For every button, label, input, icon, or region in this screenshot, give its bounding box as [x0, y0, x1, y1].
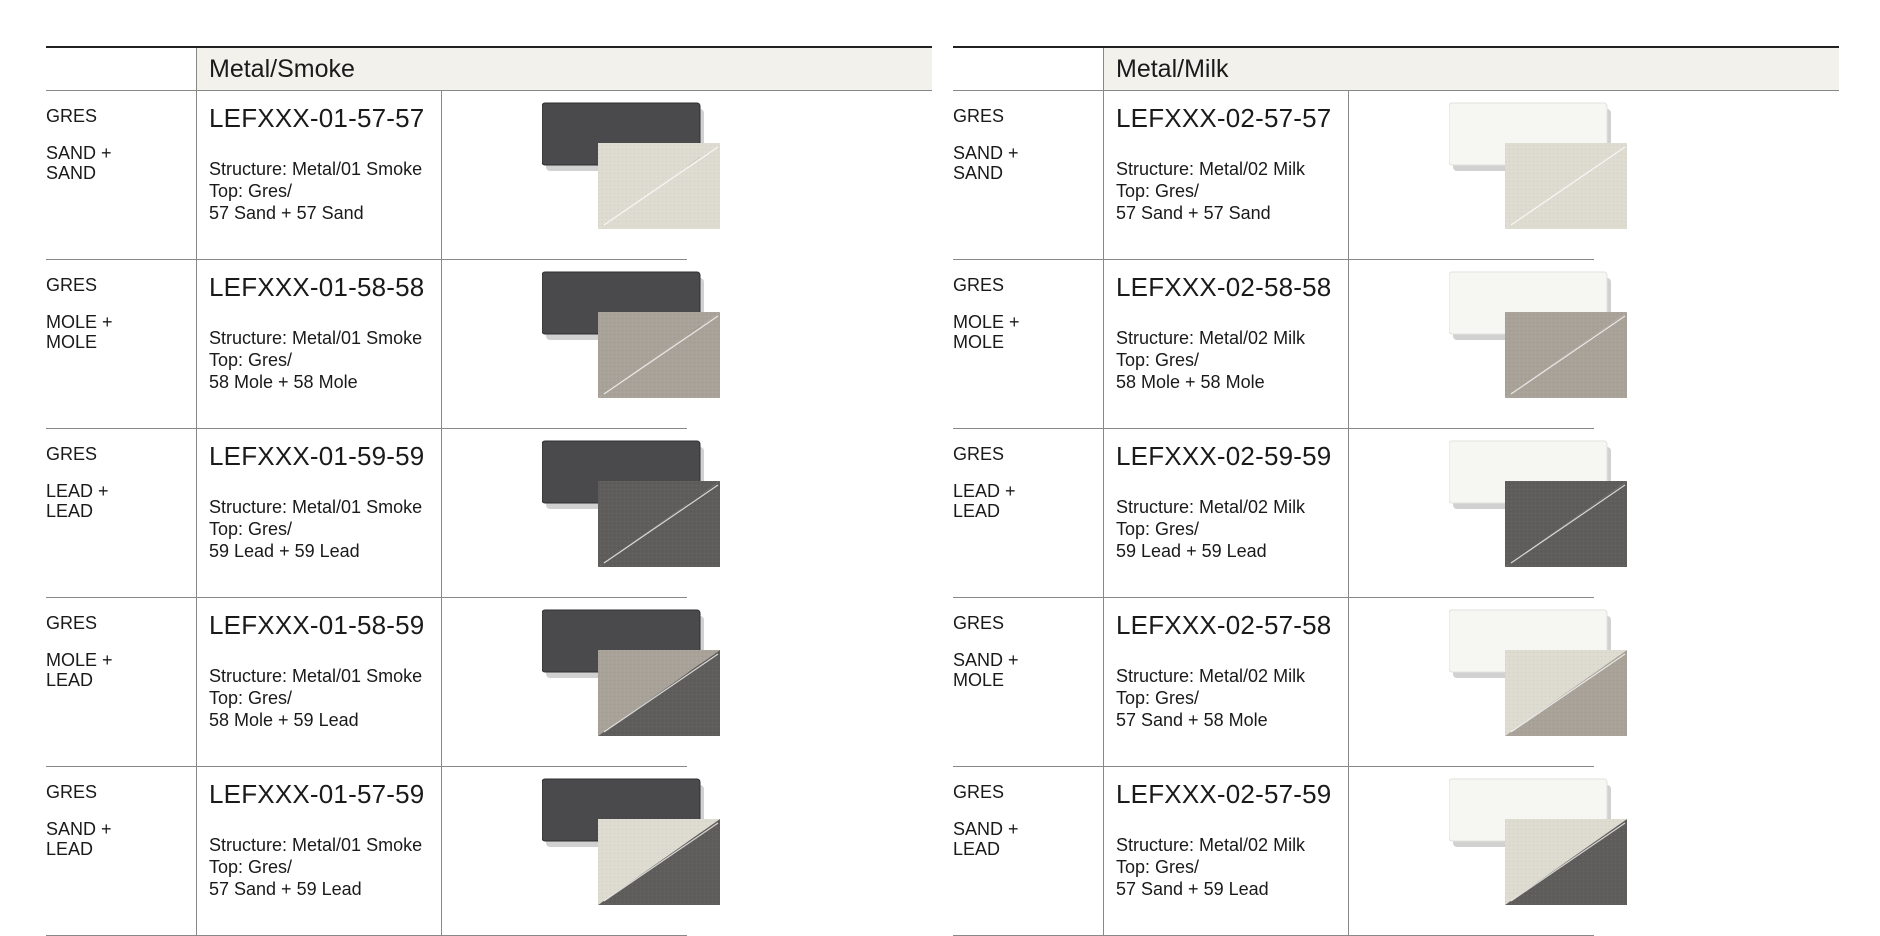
table-row: [953, 598, 1839, 767]
spec-colors: 57 Sand + 57 Sand: [209, 203, 364, 223]
spec-colors: 59 Lead + 59 Lead: [209, 541, 360, 561]
product-info-cell: [197, 767, 442, 936]
product-code: LEFXXX-01-57-57: [209, 103, 425, 133]
material-combo: MOLE + MOLE: [46, 312, 113, 352]
spec-colors: 57 Sand + 59 Lead: [1116, 879, 1269, 899]
product-info-cell: [1104, 598, 1349, 767]
product-info-cell: [1104, 260, 1349, 429]
swatch-cell: [1349, 429, 1594, 598]
product-info-cell: [1104, 429, 1349, 598]
material-combo: LEAD + LEAD: [953, 481, 1016, 521]
product-swatch-image: [542, 270, 720, 398]
table-row: [46, 429, 932, 598]
product-swatch-image: [542, 101, 720, 229]
material-type: GRES: [953, 275, 1005, 295]
product-code: LEFXXX-02-57-58: [1116, 610, 1332, 640]
product-swatch-image: [542, 439, 720, 567]
table-row: [46, 767, 932, 936]
material-type: GRES: [46, 613, 98, 633]
product-info-cell: [197, 598, 442, 767]
swatch-cell: [442, 598, 687, 767]
product-table-milk: [953, 46, 1839, 936]
product-info-cell: [1104, 767, 1349, 936]
table-row: [46, 598, 932, 767]
product-swatch-image: [542, 777, 720, 905]
product-info-cell: [197, 260, 442, 429]
spec-top: Top: Gres/: [1116, 350, 1200, 370]
spec-colors: 58 Mole + 58 Mole: [209, 372, 358, 392]
spec-structure: Structure: Metal/01 Smoke: [209, 328, 423, 348]
table-title: Metal/Smoke: [197, 47, 933, 91]
table-row: [46, 260, 932, 429]
spec-structure: Structure: Metal/02 Milk: [1116, 159, 1306, 179]
swatch-cell: [1349, 260, 1594, 429]
product-code: LEFXXX-02-58-58: [1116, 272, 1332, 302]
product-swatch-image: [1449, 777, 1627, 905]
material-cell: [46, 91, 197, 260]
table-row: [953, 429, 1839, 598]
material-cell: [953, 598, 1104, 767]
swatch-cell: [442, 767, 687, 936]
swatch-cell: [442, 91, 687, 260]
material-combo: MOLE + LEAD: [46, 650, 113, 690]
spec-colors: 57 Sand + 58 Mole: [1116, 710, 1268, 730]
spec-structure: Structure: Metal/02 Milk: [1116, 835, 1306, 855]
product-info-cell: [197, 429, 442, 598]
material-combo: SAND + MOLE: [953, 650, 1019, 690]
material-type: GRES: [953, 106, 1005, 126]
product-swatch-image: [1449, 608, 1627, 736]
swatch-cell: [1349, 767, 1594, 936]
product-info-cell: [197, 91, 442, 260]
material-combo: MOLE + MOLE: [953, 312, 1020, 352]
spec-structure: Structure: Metal/01 Smoke: [209, 159, 423, 179]
material-type: GRES: [46, 106, 98, 126]
product-swatch-image: [1449, 101, 1627, 229]
spec-colors: 57 Sand + 59 Lead: [209, 879, 362, 899]
spec-top: Top: Gres/: [1116, 688, 1200, 708]
material-combo: SAND + LEAD: [46, 819, 112, 859]
table-title: Metal/Milk: [1104, 47, 1840, 91]
spec-colors: 58 Mole + 58 Mole: [1116, 372, 1265, 392]
swatch-cell: [442, 429, 687, 598]
spec-structure: Structure: Metal/02 Milk: [1116, 666, 1306, 686]
material-type: GRES: [953, 782, 1005, 802]
spec-structure: Structure: Metal/02 Milk: [1116, 328, 1306, 348]
product-code: LEFXXX-01-58-58: [209, 272, 425, 302]
swatch-cell: [442, 260, 687, 429]
spec-top: Top: Gres/: [209, 688, 293, 708]
product-code: LEFXXX-02-57-57: [1116, 103, 1332, 133]
spec-colors: 58 Mole + 59 Lead: [209, 710, 359, 730]
product-code: LEFXXX-02-59-59: [1116, 441, 1332, 471]
material-type: GRES: [46, 444, 98, 464]
material-cell: [46, 767, 197, 936]
material-combo: SAND + LEAD: [953, 819, 1019, 859]
product-swatch-image: [1449, 270, 1627, 398]
product-code: LEFXXX-01-58-59: [209, 610, 425, 640]
spec-top: Top: Gres/: [209, 857, 293, 877]
table-row: [953, 767, 1839, 936]
product-code: LEFXXX-01-59-59: [209, 441, 425, 471]
product-table-smoke: [46, 46, 932, 936]
material-cell: [953, 767, 1104, 936]
material-combo: SAND + SAND: [953, 143, 1019, 183]
material-cell: [46, 260, 197, 429]
product-code: LEFXXX-01-57-59: [209, 779, 425, 809]
material-type: GRES: [953, 444, 1005, 464]
material-type: GRES: [46, 275, 98, 295]
material-type: GRES: [953, 613, 1005, 633]
table-row: [953, 260, 1839, 429]
material-combo: LEAD + LEAD: [46, 481, 109, 521]
swatch-cell: [1349, 91, 1594, 260]
material-cell: [46, 429, 197, 598]
material-cell: [46, 598, 197, 767]
spec-structure: Structure: Metal/01 Smoke: [209, 835, 423, 855]
spec-top: Top: Gres/: [1116, 181, 1200, 201]
spec-top: Top: Gres/: [209, 350, 293, 370]
spec-top: Top: Gres/: [1116, 519, 1200, 539]
material-cell: [953, 429, 1104, 598]
spec-top: Top: Gres/: [209, 181, 293, 201]
spec-structure: Structure: Metal/01 Smoke: [209, 666, 423, 686]
spec-structure: Structure: Metal/02 Milk: [1116, 497, 1306, 517]
spec-colors: 57 Sand + 57 Sand: [1116, 203, 1271, 223]
material-combo: SAND + SAND: [46, 143, 112, 183]
product-swatch-image: [1449, 439, 1627, 567]
material-cell: [953, 260, 1104, 429]
product-info-cell: [1104, 91, 1349, 260]
table-row: [953, 91, 1839, 260]
product-swatch-image: [542, 608, 720, 736]
swatch-cell: [1349, 598, 1594, 767]
material-cell: [953, 91, 1104, 260]
material-type: GRES: [46, 782, 98, 802]
spec-structure: Structure: Metal/01 Smoke: [209, 497, 423, 517]
spec-top: Top: Gres/: [209, 519, 293, 539]
product-code: LEFXXX-02-57-59: [1116, 779, 1332, 809]
spec-top: Top: Gres/: [1116, 857, 1200, 877]
table-row: [46, 91, 932, 260]
spec-colors: 59 Lead + 59 Lead: [1116, 541, 1267, 561]
